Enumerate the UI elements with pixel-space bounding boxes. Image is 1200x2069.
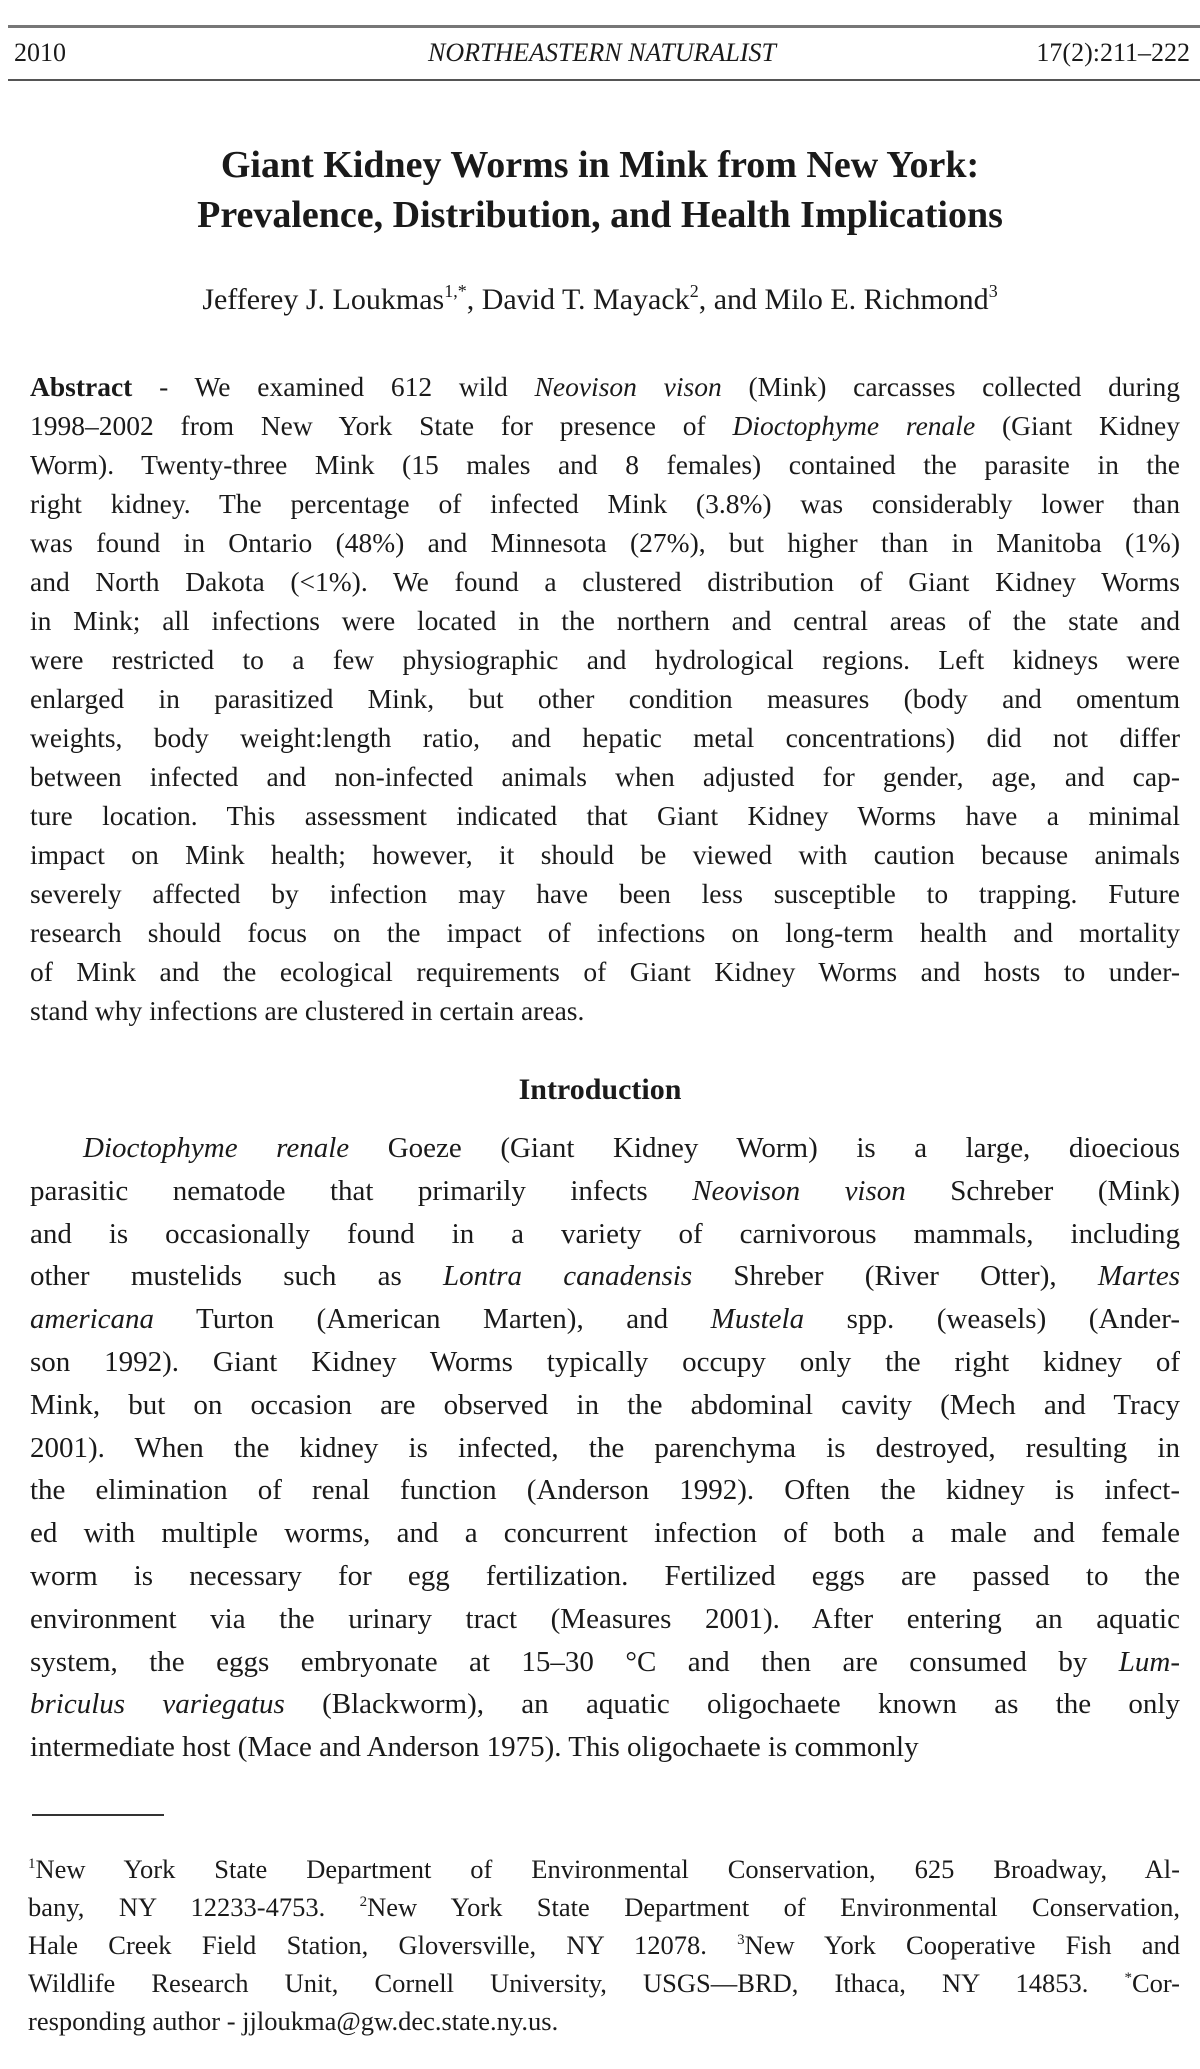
text-line: ture location. This assessment indicated that Giant Kidney Worms have a minimal (30, 800, 1180, 831)
text-line: and North Dakota (<1%). We found a clustered distribution of Giant Kidney Worms (30, 566, 1180, 597)
author-3: Milo E. Richmond$^3$ (764, 281, 998, 316)
text-line: Wildlife Research Unit, Cornell University, USGS—BRD, Ithaca, NY 14853. *Cor- (28, 1968, 1180, 1998)
text-line: worm is necessary for egg fertilization. Fertilized eggs are passed to the (30, 1559, 1180, 1592)
text-line: 1998–2002 from New York State for presence of Dioctophyme renale (Giant Kidney (30, 410, 1180, 441)
text-line: right kidney. The percentage of infected Mink (3.8%) was considerably lower than (30, 488, 1180, 519)
text-line: other mustelids such as Lontra canadensis Shreber (River Otter), Martes (30, 1260, 1180, 1293)
footnote-separator (32, 1814, 164, 1816)
text-line: was found in Ontario (48%) and Minnesota (27%), but higher than in Manitoba (1%) (30, 527, 1180, 558)
text-line: responding author - jjloukma@gw.dec.state.ny.us. (28, 2006, 559, 2036)
header-journal-name: NORTHEASTERN NATURALIST (428, 38, 776, 67)
text-line: briculus variegatus (Blackworm), an aquatic oligochaete known as the only (30, 1688, 1180, 1721)
introduction-body (30, 1127, 1180, 1769)
text-line: ed with multiple worms, and a concurrent infection of both a male and female (30, 1517, 1180, 1550)
text-line: of Mink and the ecological requirements of Giant Kidney Worms and hosts to under- (30, 956, 1180, 987)
author-list (0, 280, 1200, 320)
text-line: Worm). Twenty-three Mink (15 males and 8 females) contained the parasite in the (30, 449, 1180, 480)
text-line: intermediate host (Mace and Anderson 1975). This oligochaete is commonly (30, 1731, 919, 1764)
text-line: Abstract - We examined 612 wild Neovison vison (Mink) carcasses collected during (30, 371, 1180, 402)
header-year: 2010 (14, 38, 66, 67)
author-2: David T. Mayack$^2$, and (481, 281, 765, 316)
article-title (0, 140, 1200, 240)
text-line: weights, body weight:length ratio, and hepatic metal concentrations) did not differ (30, 722, 1180, 753)
text-line: system, the eggs embryonate at 15–30 °C and then are consumed by Lum- (30, 1645, 1180, 1678)
text-line: 2001). When the kidney is infected, the parenchyma is destroyed, resulting in (30, 1431, 1180, 1464)
abstract (30, 367, 1180, 1030)
header-volume-pages: 17(2):211–222 (1036, 38, 1190, 67)
text-line: Dioctophyme renale Goeze (Giant Kidney Worm) is a large, dioecious (83, 1132, 1180, 1164)
text-line: bany, NY 12233-4753. $^2$New York State Department of Environmental Conservation, (28, 1892, 1180, 1922)
text-line: and is occasionally found in a variety of carnivorous mammals, including (30, 1217, 1180, 1250)
text-line: enlarged in parasitized Mink, but other condition measures (body and omentum (30, 683, 1180, 714)
section-heading-introduction: Introduction (518, 1073, 682, 1106)
header-bottom-rule (8, 79, 1200, 81)
running-header (14, 36, 1190, 70)
text-line: Hale Creek Field Station, Gloversville, NY 12078. $^3$New York Cooperative Fish and (28, 1930, 1180, 1960)
text-line: were restricted to a few physiographic and hydrological regions. Left kidneys were (30, 644, 1180, 675)
header-top-rule (8, 25, 1200, 28)
author-1: Jefferey J. Loukmas$^{1,*}$, (202, 281, 482, 316)
text-line: Mink, but on occasion are observed in the abdominal cavity (Mech and Tracy (30, 1388, 1180, 1421)
text-line: severely affected by infection may have been less susceptible to trapping. Future (30, 878, 1180, 909)
text-line: the elimination of renal function (Anderson 1992). Often the kidney is infect- (30, 1474, 1180, 1507)
text-line: $^1$New York State Department of Environmental Conservation, 625 Broadway, Al- (28, 1854, 1180, 1884)
text-line: son 1992). Giant Kidney Worms typically occupy only the right kidney of (30, 1345, 1180, 1378)
article-title-line-2: Prevalence, Distribution, and Health Implications (197, 194, 1003, 236)
article-title-line-1: Giant Kidney Worms in Mink from New York: (220, 144, 980, 186)
text-line: parasitic nematode that primarily infects Neovison vison Schreber (Mink) (30, 1174, 1180, 1207)
text-line: in Mink; all infections were located in the northern and central areas of the state and (30, 605, 1180, 636)
author-affiliations-footnote (28, 1850, 1180, 2040)
text-line: impact on Mink health; however, it should be viewed with caution because animals (30, 839, 1180, 870)
text-line: stand why infections are clustered in certain areas. (30, 995, 585, 1026)
text-line: americana Turton (American Marten), and Mustela spp. (weasels) (Ander- (30, 1303, 1180, 1336)
text-line: environment via the urinary tract (Measures 2001). After entering an aquatic (30, 1602, 1180, 1635)
text-line: between infected and non-infected animals when adjusted for gender, age, and cap- (30, 761, 1180, 792)
text-line: research should focus on the impact of infections on long-term health and mortality (30, 917, 1180, 948)
